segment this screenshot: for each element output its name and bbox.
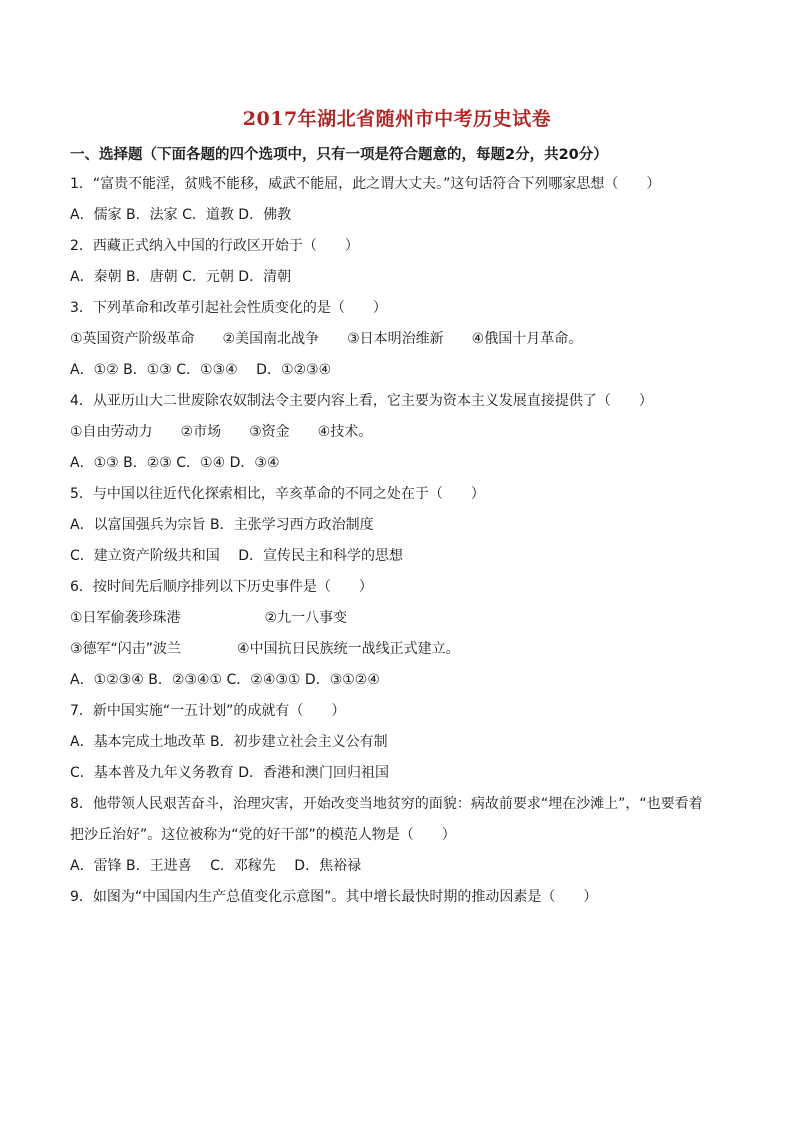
question-5-options-ab: A．以富国强兵为宗旨 B．主张学习西方政治制度 [70, 517, 374, 533]
question-9-stem: 9．如图为“中国国内生产总值变化示意图”。其中增长最快时期的推动因素是（ ） [70, 889, 598, 905]
question-6-options: A．①②③④ B．②③④① C．②④③① D．③①②④ [70, 672, 380, 688]
question-5-options-cd: C．建立资产阶级共和国 D．宣传民主和科学的思想 [70, 548, 404, 564]
question-3-stem: 3．下列革命和改革引起社会性质变化的是（ ） [70, 300, 387, 316]
question-4-items: ①自由劳动力 ②市场 ③资金 ④技术。 [70, 424, 373, 440]
question-1-options: A．儒家 B．法家 C．道教 D．佛教 [70, 207, 292, 223]
question-6-items-12: ①日军偷袭珍珠港 ②九一八事变 [70, 610, 348, 626]
question-5-stem: 5．与中国以往近代化探索相比，辛亥革命的不同之处在于（ ） [70, 486, 485, 502]
exam-title: 2017年湖北省随州市中考历史试卷 [242, 108, 552, 130]
question-2-stem: 2．西藏正式纳入中国的行政区开始于（ ） [70, 238, 359, 254]
question-8-options: A．雷锋 B．王进喜 C．邓稼先 D．焦裕禄 [70, 858, 362, 874]
question-7-options-cd: C．基本普及九年义务教育 D．香港和澳门回归祖国 [70, 765, 390, 781]
question-3-options: A．①② B．①③ C．①③④ D．①②③④ [70, 362, 332, 378]
section-heading: 一、选择题（下面各题的四个选项中，只有一项是符合题意的，每题2分，共20分） [70, 147, 608, 163]
question-2-options: A．秦朝 B．唐朝 C．元朝 D．清朝 [70, 269, 292, 285]
question-8-stem-line-1: 8．他带领人民艰苦奋斗，治理灾害，开始改变当地贫穷的面貌：病故前要求“埋在沙滩上”，“也要看着 [70, 796, 703, 812]
question-6-stem: 6．按时间先后顺序排列以下历史事件是（ ） [70, 579, 373, 595]
question-4-stem: 4．从亚历山大二世废除农奴制法令主要内容上看，它主要为资本主义发展直接提供了（ ） [70, 393, 653, 409]
question-7-stem: 7．新中国实施“一五计划”的成就有（ ） [70, 703, 346, 719]
question-4-options: A．①③ B．②③ C．①④ D．③④ [70, 455, 280, 471]
question-7-options-ab: A．基本完成土地改革 B．初步建立社会主义公有制 [70, 734, 388, 750]
question-3-items: ①英国资产阶级革命 ②美国南北战争 ③日本明治维新 ④俄国十月革命。 [70, 331, 583, 347]
question-8-stem-line-2: 把沙丘治好”。这位被称为“党的好干部”的模范人物是（ ） [70, 827, 456, 843]
question-6-items-34: ③德军“闪击”波兰 ④中国抗日民族统一战线正式建立。 [70, 641, 460, 657]
question-1-stem: 1．“富贵不能淫，贫贱不能移，威武不能屈，此之谓大丈夫。”这句话符合下列哪家思想（ ） [70, 176, 661, 192]
